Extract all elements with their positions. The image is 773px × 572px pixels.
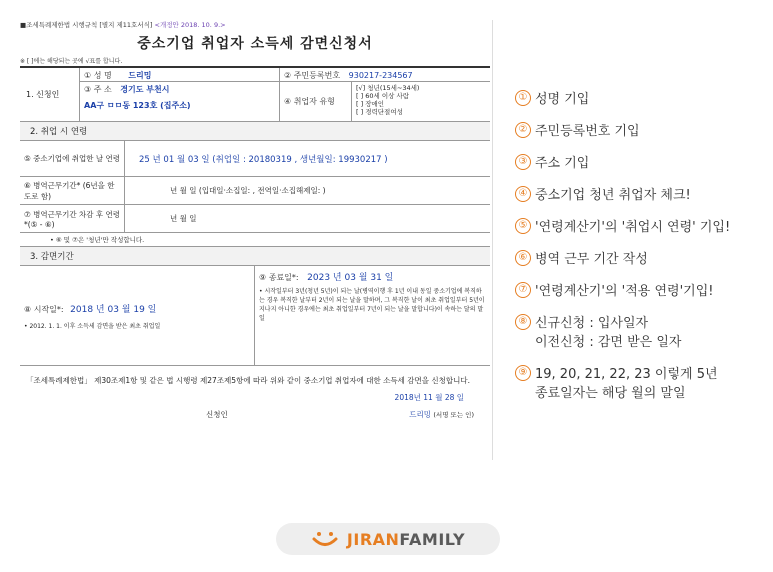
logo-text bbox=[347, 530, 465, 549]
step-number: ⑦ bbox=[515, 282, 531, 298]
step-text: 주소 기입 bbox=[535, 156, 590, 171]
adjusted-age-row bbox=[20, 205, 490, 233]
form-header-revision: <개정안 2018. 10. 9.> bbox=[154, 21, 226, 29]
step-number: ⑨ bbox=[515, 365, 531, 381]
start-date-note: • 2012. 1. 1. 이후 소득세 감면을 받은 최초 취업일 bbox=[24, 322, 161, 330]
logo-jiran: JIRAN bbox=[346, 529, 400, 549]
instruction-list bbox=[515, 88, 765, 401]
form-header bbox=[20, 20, 490, 29]
worker-type-youth[interactable]: [√] 청년(15세∼34세) bbox=[356, 84, 420, 92]
period-row bbox=[20, 266, 490, 366]
step-text: 중소기업 청년 취업자 체크! bbox=[535, 188, 691, 203]
application-date: 2018년 11 월 28 일 bbox=[394, 393, 464, 402]
start-date-label: ⑧ 시작일*: bbox=[24, 304, 64, 314]
rrn-label: ② 주민등록번호 bbox=[284, 71, 341, 80]
divider bbox=[492, 20, 493, 460]
step-number: ⑧ bbox=[515, 314, 531, 330]
step-item bbox=[515, 216, 765, 235]
sign-name: 드리밍 bbox=[409, 410, 431, 419]
step-item bbox=[515, 312, 765, 350]
declaration bbox=[20, 366, 490, 422]
adjusted-age-value: 년 월 일 bbox=[170, 214, 197, 223]
step-number: ② bbox=[515, 122, 531, 138]
section-2-title: 2. 취업 시 연령 bbox=[20, 122, 490, 141]
step-item bbox=[515, 120, 765, 139]
military-row bbox=[20, 177, 490, 205]
step-text: '연령계산기'의 '취업시 연령' 기입! bbox=[535, 220, 731, 235]
step-item bbox=[515, 280, 765, 299]
jiranfamily-logo bbox=[276, 523, 500, 555]
law-text: 「조세특례제한법」 제30조제1항 및 같은 법 시행령 제27조제5항에 따라 위와 같이 중소기업 취업자에 대한 소득세 감면을 신청합니다. bbox=[26, 376, 471, 385]
section-2-note: • ⑥ 및 ⑦은 '청년'만 작성합니다. bbox=[20, 233, 490, 247]
step-item bbox=[515, 184, 765, 203]
step-text: 성명 기입 bbox=[535, 92, 590, 107]
worker-type-options bbox=[352, 82, 490, 121]
military-value: 년 월 일 (입대일·소집일: , 전역일·소집해제일: ) bbox=[170, 186, 326, 195]
step-text-2: 종료일자는 해당 월의 말일 bbox=[535, 386, 686, 401]
form-check-note: ※ [ ]에는 해당되는 곳에 √표를 합니다. bbox=[20, 58, 123, 65]
step-number: ⑥ bbox=[515, 250, 531, 266]
form-header-law: ■조세특례제한법 시행규칙 [별지 제11호서식] bbox=[20, 21, 153, 29]
adjusted-age-label: ⑦ 병역근무기간 차감 후 연령*(⑤ - ⑥) bbox=[20, 205, 125, 232]
end-date-label: ⑨ 종료일*: bbox=[259, 273, 299, 282]
worker-type-label: ④ 취업자 유형 bbox=[284, 97, 335, 106]
worker-type-disabled[interactable]: [ ] 장애인 bbox=[356, 100, 385, 108]
applicant-section bbox=[20, 68, 490, 122]
worker-type-senior[interactable]: [ ] 60세 이상 사람 bbox=[356, 92, 410, 100]
step-text-2: 이전신청 : 감면 받은 일자 bbox=[535, 335, 682, 350]
military-label: ⑥ 병역근무기간* (6년을 한도로 함) bbox=[20, 177, 125, 204]
sign-suffix: (서명 또는 인) bbox=[433, 411, 474, 419]
address-value-2: AA구 ㅁㅁ동 123호 (집주소) bbox=[84, 101, 191, 110]
form-body bbox=[20, 66, 490, 422]
start-date-value: 2018 년 03 월 19 일 bbox=[70, 304, 157, 315]
age-row bbox=[20, 141, 490, 177]
step-number: ④ bbox=[515, 186, 531, 202]
end-date-note: • 시작일부터 3년(청년 5년)이 되는 날(병역이행 후 1년 이내 동일 중소기업에 복직하는 경우 복직한 날부터 2년이 되는 날을 말하며, 그 복직한 날이 최초 취업일부터 5년이 지나지 아니한 경우에는 최초 취업일부터 7년이 되는 날을 말합니다)이 속하는 달의 말일 bbox=[259, 288, 485, 322]
step-text: '연령계산기'의 '적용 연령'기입! bbox=[535, 284, 714, 299]
step-text: 주민등록번호 기입 bbox=[535, 124, 640, 139]
form-title: 중소기업 취업자 소득세 감면신청서 bbox=[137, 36, 373, 52]
step-item bbox=[515, 152, 765, 171]
step-text: 19, 20, 21, 22, 23 이렇게 5년 bbox=[535, 367, 718, 382]
smile-icon bbox=[311, 530, 339, 548]
step-text: 신규신청 : 입사일자 bbox=[535, 316, 649, 331]
end-date-value: 2023 년 03 월 31 일 bbox=[307, 273, 394, 283]
step-number: ⑤ bbox=[515, 218, 531, 234]
name-value: 드리밍 bbox=[128, 71, 152, 80]
step-item bbox=[515, 88, 765, 107]
address-label: ③ 주 소 bbox=[84, 85, 112, 94]
step-text: 병역 근무 기간 작성 bbox=[535, 252, 648, 267]
step-number: ① bbox=[515, 90, 531, 106]
worker-type-career-break[interactable]: [ ] 경력단절여성 bbox=[356, 108, 403, 116]
section-3-title: 3. 감면기간 bbox=[20, 247, 490, 266]
logo-family: FAMILY bbox=[399, 529, 466, 549]
step-item bbox=[515, 363, 765, 401]
applicant-sign-label: 신청인 bbox=[206, 410, 228, 419]
applicant-label: 1. 신청인 bbox=[20, 68, 80, 121]
age-value: 25 년 01 월 03 일 (취업일 : 20180319 , 생년월일: 19930217 ) bbox=[139, 154, 388, 165]
age-label: ⑤ 중소기업에 취업한 날 연령 bbox=[20, 141, 125, 176]
tax-form bbox=[20, 20, 490, 422]
step-number: ③ bbox=[515, 154, 531, 170]
rrn-value: 930217-234567 bbox=[348, 71, 413, 80]
name-label: ① 성 명 bbox=[84, 71, 112, 80]
address-value-1: 경기도 부천시 bbox=[120, 85, 170, 94]
step-item bbox=[515, 248, 765, 267]
